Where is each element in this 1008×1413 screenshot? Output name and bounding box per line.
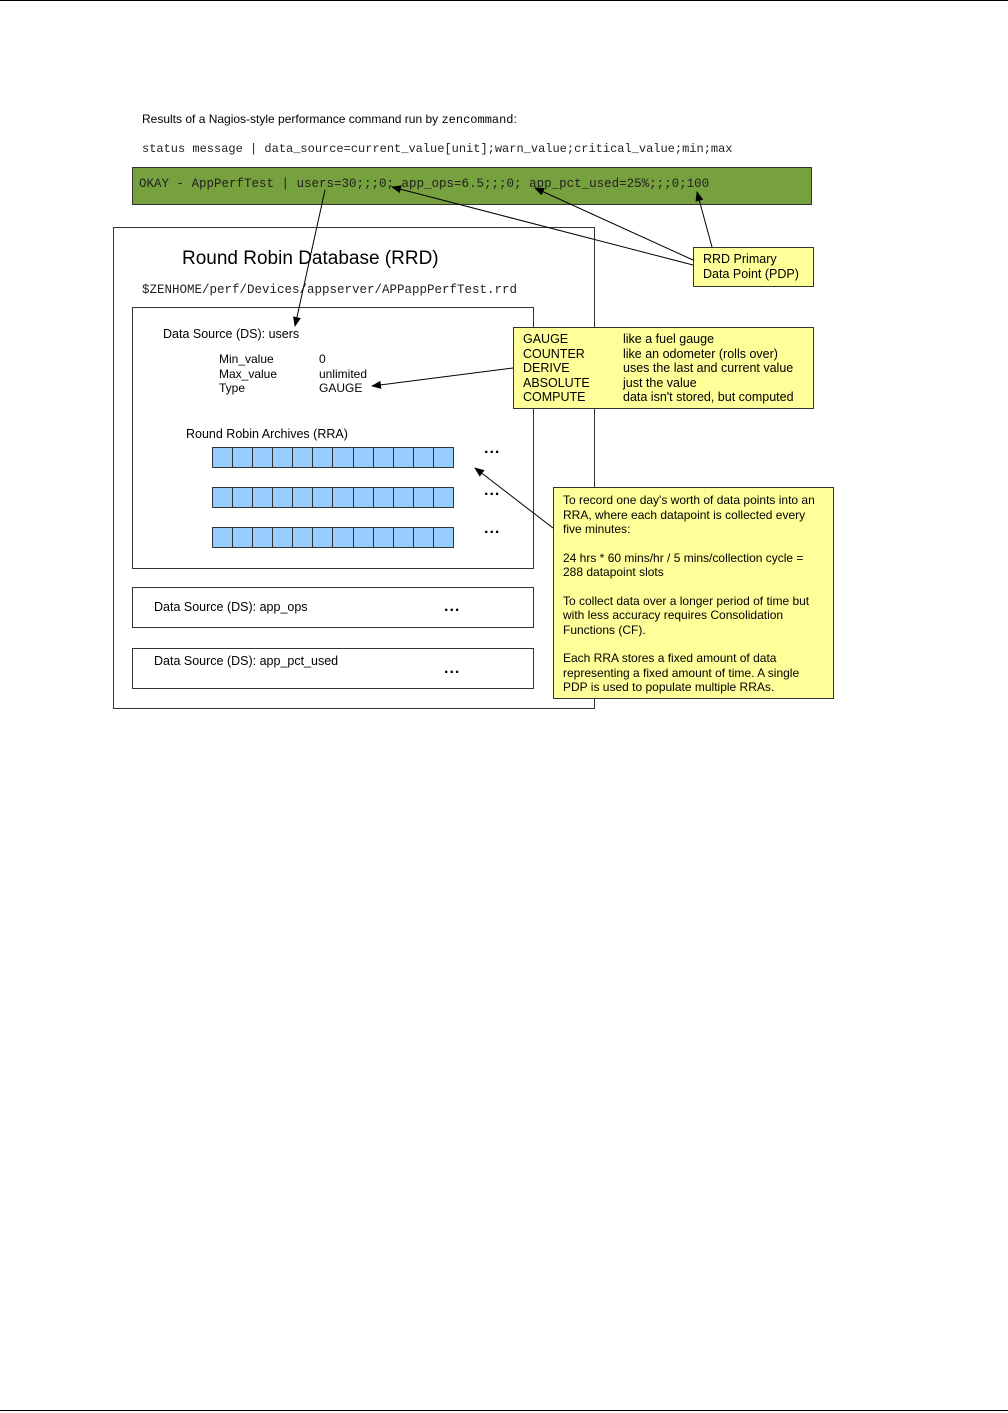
type-desc: uses the last and current value	[623, 361, 794, 375]
type-desc: like an odometer (rolls over)	[623, 346, 778, 361]
arrow-note-rra	[475, 468, 553, 528]
prop-value: GAUGE	[319, 381, 363, 395]
note-paragraph: 24 hrs * 60 mins/hr / 5 mins/collection cycle = 288 datapoint slots	[563, 550, 804, 579]
prop-key: Min_value	[219, 352, 274, 366]
type-name: COMPUTE	[523, 390, 586, 404]
prop-key: Type	[219, 381, 246, 395]
ds-app-pct-label: Data Source (DS): app_pct_used	[154, 654, 339, 668]
type-name: GAUGE	[523, 332, 569, 346]
ds-users-label: Data Source (DS): users	[163, 327, 300, 341]
pdp-note-line: RRD Primary	[703, 252, 777, 266]
command-name: zencommand	[441, 113, 514, 127]
type-desc: like a fuel gauge	[623, 332, 715, 346]
prop-value: unlimited	[319, 366, 368, 381]
note-paragraph: To record one day's worth of data points into an RRA, where each datapoint is collected every five minutes:	[563, 493, 815, 536]
arrow-pdp-app-pct	[697, 192, 712, 247]
arrow-users-to-ds	[295, 190, 325, 326]
intro-label: Results of a Nagios-style performance command run by	[142, 112, 439, 126]
type-name: DERIVE	[523, 361, 570, 375]
format-line: status message | data_source=current_value[unit];warn_value;critical_value;min;max	[142, 142, 733, 156]
note-paragraph: Each RRA stores a fixed amount of data representing a fixed amount of time. A single PDP is used to populate multiple RRAs.	[563, 651, 800, 694]
rrd-path: $ZENHOME/perf/Devices/appserver/APPappPerfTest.rrd	[142, 283, 518, 297]
perf-output: OKAY - AppPerfTest | users=30;;;0; app_ops=6.5;;;0; app_pct_used=25%;;;0;100	[132, 167, 812, 205]
rra-ellipsis: ...	[484, 440, 501, 457]
type-desc: data isn't stored, but computed	[623, 390, 794, 404]
arrow-pdp-users	[392, 187, 693, 265]
intro-suffix: :	[513, 112, 517, 126]
prop-key: Max_value	[219, 366, 278, 381]
prop-value: 0	[319, 352, 326, 366]
pdp-note-line: Data Point (PDP)	[703, 266, 799, 281]
ds-ellipsis: ...	[444, 598, 461, 615]
arrow-pdp-app-ops	[535, 188, 693, 260]
type-desc: just the value	[623, 375, 697, 390]
type-name: ABSOLUTE	[523, 375, 590, 390]
rra-ellipsis: ...	[484, 482, 501, 499]
note-paragraph: To collect data over a longer period of time but with less accuracy requires Consolidation Functions (CF).	[563, 593, 810, 637]
arrow-type-gauge	[372, 368, 513, 386]
ds-app-ops-label: Data Source (DS): app_ops	[154, 600, 308, 614]
rrd-title: Round Robin Database (RRD)	[182, 248, 439, 269]
rra-label: Round Robin Archives (RRA)	[186, 427, 348, 441]
type-name: COUNTER	[523, 346, 585, 361]
ds-ellipsis: ...	[444, 660, 461, 677]
rra-ellipsis: ...	[484, 520, 501, 537]
